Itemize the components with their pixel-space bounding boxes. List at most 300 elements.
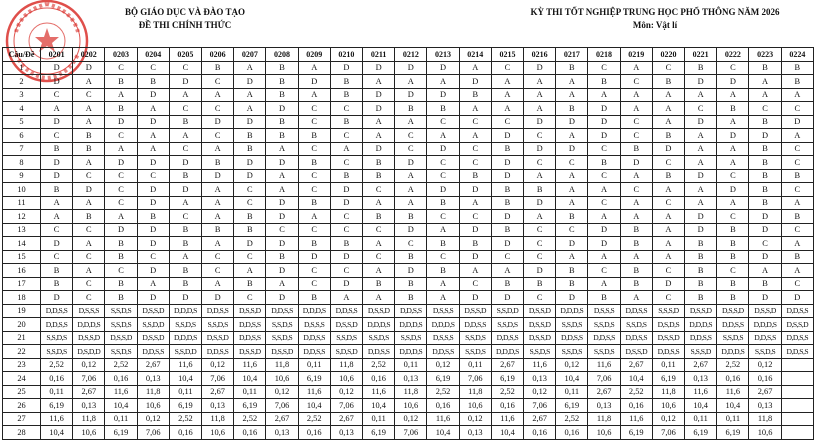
answer-cell: B bbox=[427, 237, 459, 251]
answer-cell: D,D,S,S bbox=[234, 318, 266, 332]
answer-cell: C bbox=[652, 156, 684, 170]
answer-cell: C bbox=[749, 102, 781, 116]
answer-cell: C bbox=[169, 61, 201, 75]
answer-cell: C bbox=[330, 102, 362, 116]
answer-cell: 6,19 bbox=[169, 399, 201, 413]
answer-cell: B bbox=[298, 156, 330, 170]
answer-cell: D,D,S,S bbox=[395, 304, 427, 318]
answer-cell: C bbox=[234, 250, 266, 264]
answer-cell: D bbox=[169, 75, 201, 89]
answer-cell: C bbox=[620, 129, 652, 143]
answer-cell: S,S,D,S bbox=[169, 318, 201, 332]
answer-cell: D bbox=[427, 142, 459, 156]
answer-cell: D bbox=[620, 156, 652, 170]
answer-cell: B bbox=[588, 291, 620, 305]
answer-cell: 10,4 bbox=[717, 399, 749, 413]
answer-cell: 2,67 bbox=[491, 358, 523, 372]
table-row bbox=[3, 183, 814, 197]
answer-cell: D,S,S,D bbox=[234, 345, 266, 359]
answer-cell: A bbox=[652, 223, 684, 237]
answer-cell: C bbox=[298, 102, 330, 116]
answer-cell: C bbox=[169, 142, 201, 156]
table-row bbox=[3, 291, 814, 305]
table-row bbox=[3, 372, 814, 386]
answer-cell: C bbox=[234, 196, 266, 210]
answer-cell: C bbox=[749, 237, 781, 251]
table-row bbox=[3, 331, 814, 345]
answer-cell: B bbox=[234, 277, 266, 291]
answer-cell: C bbox=[330, 129, 362, 143]
answer-cell: 0,16 bbox=[427, 399, 459, 413]
answer-cell: D bbox=[395, 156, 427, 170]
answer-cell: A bbox=[395, 169, 427, 183]
answer-cell: A bbox=[234, 264, 266, 278]
answer-cell: C bbox=[41, 129, 73, 143]
answer-cell: A bbox=[685, 196, 717, 210]
answer-cell: B bbox=[266, 129, 298, 143]
answer-cell: D,D,D,S bbox=[298, 304, 330, 318]
answer-cell: B bbox=[169, 264, 201, 278]
table-row bbox=[3, 318, 814, 332]
answer-cell: C bbox=[717, 61, 749, 75]
answer-cell: S,S,D,S bbox=[266, 331, 298, 345]
answer-cell: D bbox=[685, 169, 717, 183]
answer-cell: D bbox=[169, 156, 201, 170]
answer-cell: 11,8 bbox=[588, 412, 620, 426]
answer-cell: D,D,S,S bbox=[620, 304, 652, 318]
answer-cell: B bbox=[105, 291, 137, 305]
answer-cell: 0,12 bbox=[73, 358, 105, 372]
answer-cell: C bbox=[363, 250, 395, 264]
answer-cell: A bbox=[781, 88, 813, 102]
answer-cell: B bbox=[620, 237, 652, 251]
answer-cell: 6,19 bbox=[105, 426, 137, 440]
answer-cell: D bbox=[41, 237, 73, 251]
answer-cell: C bbox=[73, 88, 105, 102]
answer-cell: A bbox=[588, 277, 620, 291]
answer-cell: D bbox=[41, 291, 73, 305]
answer-cell: A bbox=[73, 115, 105, 129]
answer-cell: B bbox=[524, 277, 556, 291]
answer-cell: B bbox=[717, 223, 749, 237]
answer-cell: A bbox=[620, 61, 652, 75]
answer-cell: D bbox=[427, 183, 459, 197]
table-row bbox=[3, 61, 814, 75]
answer-cell: 11,6 bbox=[298, 385, 330, 399]
answer-cell: B bbox=[363, 277, 395, 291]
answer-cell: 0,13 bbox=[524, 372, 556, 386]
answer-cell: B bbox=[73, 210, 105, 224]
exam-code-header: 0224 bbox=[781, 48, 813, 62]
answer-cell: 10,4 bbox=[427, 426, 459, 440]
answer-cell: 0,12 bbox=[524, 385, 556, 399]
exam-code-header: 0215 bbox=[491, 48, 523, 62]
answer-cell: B bbox=[395, 291, 427, 305]
answer-cell: A bbox=[395, 115, 427, 129]
answer-cell: C bbox=[524, 129, 556, 143]
answer-cell: 10,6 bbox=[459, 399, 491, 413]
answer-cell: A bbox=[266, 183, 298, 197]
question-number: 22 bbox=[3, 345, 41, 359]
answer-cell: 11,6 bbox=[588, 358, 620, 372]
answer-cell: B bbox=[202, 223, 234, 237]
answer-cell: 11,8 bbox=[652, 385, 684, 399]
answer-cell: C bbox=[234, 183, 266, 197]
answer-cell: D bbox=[234, 169, 266, 183]
answer-cell: 0,13 bbox=[330, 426, 362, 440]
answer-cell: 0,12 bbox=[652, 412, 684, 426]
answer-cell: D bbox=[266, 102, 298, 116]
question-number: 6 bbox=[3, 129, 41, 143]
answer-cell: B bbox=[266, 61, 298, 75]
answer-cell: S,S,D,S bbox=[620, 318, 652, 332]
answer-cell: A bbox=[652, 102, 684, 116]
answer-cell: D bbox=[266, 237, 298, 251]
answer-cell: A bbox=[781, 237, 813, 251]
table-row bbox=[3, 385, 814, 399]
answer-cell: D,D,S,S bbox=[330, 304, 362, 318]
answer-cell: D bbox=[105, 115, 137, 129]
answer-cell: B bbox=[234, 142, 266, 156]
table-row bbox=[3, 156, 814, 170]
answer-cell: A bbox=[41, 210, 73, 224]
answer-cell: C bbox=[395, 129, 427, 143]
table-row bbox=[3, 412, 814, 426]
answer-cell: B bbox=[556, 264, 588, 278]
answer-cell: D,D,D,S bbox=[73, 318, 105, 332]
answer-cell: C bbox=[427, 250, 459, 264]
answer-cell: 0,16 bbox=[717, 372, 749, 386]
answer-cell: D bbox=[73, 61, 105, 75]
answer-cell: 10,4 bbox=[363, 399, 395, 413]
answer-cell: B bbox=[169, 277, 201, 291]
answer-cell: A bbox=[652, 88, 684, 102]
answer-cell: 7,06 bbox=[395, 426, 427, 440]
answer-cell: A bbox=[202, 237, 234, 251]
answer-cell: 6,19 bbox=[491, 372, 523, 386]
answer-cell: D bbox=[266, 196, 298, 210]
answer-cell: C bbox=[330, 223, 362, 237]
exam-code-header: 0208 bbox=[266, 48, 298, 62]
answer-cell: D bbox=[266, 291, 298, 305]
answer-cell: B bbox=[298, 291, 330, 305]
answer-cell: C bbox=[202, 129, 234, 143]
answer-cell: B bbox=[169, 115, 201, 129]
question-number: 25 bbox=[3, 385, 41, 399]
answer-cell: A bbox=[524, 102, 556, 116]
answer-cell: D bbox=[588, 129, 620, 143]
question-number: 23 bbox=[3, 358, 41, 372]
answer-cell: S,S,D,D bbox=[491, 304, 523, 318]
question-number: 1 bbox=[3, 61, 41, 75]
answer-cell: D bbox=[459, 291, 491, 305]
answer-cell: B bbox=[266, 75, 298, 89]
answer-cell: D bbox=[41, 169, 73, 183]
answer-cell: C bbox=[41, 88, 73, 102]
answer-cell: B bbox=[395, 210, 427, 224]
answer-cell: A bbox=[524, 88, 556, 102]
answer-cell: C bbox=[73, 291, 105, 305]
answer-cell: 7,06 bbox=[524, 399, 556, 413]
answer-cell: 6,19 bbox=[41, 399, 73, 413]
answer-cell: B bbox=[105, 102, 137, 116]
answer-cell: A bbox=[781, 129, 813, 143]
answer-cell: B bbox=[363, 156, 395, 170]
answer-cell: C bbox=[588, 142, 620, 156]
answer-cell: C bbox=[105, 264, 137, 278]
answer-cell: D bbox=[685, 75, 717, 89]
answer-cell: D,D,D,S bbox=[395, 345, 427, 359]
answer-cell: D bbox=[266, 156, 298, 170]
answer-cell: D,S,S,D bbox=[137, 304, 169, 318]
answer-cell: S,S,D,S bbox=[491, 318, 523, 332]
answer-cell: C bbox=[202, 75, 234, 89]
answer-cell: D bbox=[137, 237, 169, 251]
answer-cell: B bbox=[73, 142, 105, 156]
answer-cell: D bbox=[717, 75, 749, 89]
answer-cell: A bbox=[749, 75, 781, 89]
answer-cell: 7,06 bbox=[137, 426, 169, 440]
answer-cell: A bbox=[459, 61, 491, 75]
answer-cell: 0,16 bbox=[169, 426, 201, 440]
answer-cell: C bbox=[524, 237, 556, 251]
answer-cell: D bbox=[491, 156, 523, 170]
table-row bbox=[3, 237, 814, 251]
question-number: 7 bbox=[3, 142, 41, 156]
answer-cell bbox=[781, 399, 813, 413]
answer-cell: 0,13 bbox=[266, 426, 298, 440]
answer-cell: 10,6 bbox=[588, 426, 620, 440]
answer-cell: B bbox=[491, 223, 523, 237]
table-row bbox=[3, 75, 814, 89]
answer-cell: D,S,D,S bbox=[652, 318, 684, 332]
answer-cell: A bbox=[363, 115, 395, 129]
answer-cell: A bbox=[620, 196, 652, 210]
answer-cell: 0,16 bbox=[105, 372, 137, 386]
answer-cell: C bbox=[524, 250, 556, 264]
answer-cell: B bbox=[717, 102, 749, 116]
table-header-row bbox=[3, 48, 814, 62]
answer-cell: D,D,S,S bbox=[652, 345, 684, 359]
question-number: 14 bbox=[3, 237, 41, 251]
question-number: 12 bbox=[3, 210, 41, 224]
answer-cell: A bbox=[588, 183, 620, 197]
answer-cell: C bbox=[781, 183, 813, 197]
answer-cell: B bbox=[41, 277, 73, 291]
exam-code-header: 0201 bbox=[41, 48, 73, 62]
answer-cell: D bbox=[459, 223, 491, 237]
exam-code-header: 0203 bbox=[105, 48, 137, 62]
answer-cell: B bbox=[459, 169, 491, 183]
answer-cell: 2,52 bbox=[491, 385, 523, 399]
answer-cell: D bbox=[556, 237, 588, 251]
answer-cell: 10,4 bbox=[169, 372, 201, 386]
answer-cell: A bbox=[202, 88, 234, 102]
answer-cell: 0,11 bbox=[105, 412, 137, 426]
table-row bbox=[3, 115, 814, 129]
answer-cell: B bbox=[652, 129, 684, 143]
question-number: 26 bbox=[3, 399, 41, 413]
answer-cell: A bbox=[41, 102, 73, 116]
table-row bbox=[3, 142, 814, 156]
answer-cell: 0,16 bbox=[41, 372, 73, 386]
answer-cell: D bbox=[524, 61, 556, 75]
answer-cell: A bbox=[363, 264, 395, 278]
answer-cell: B bbox=[620, 264, 652, 278]
answer-cell: A bbox=[298, 88, 330, 102]
answer-cell: S,S,D,S bbox=[202, 318, 234, 332]
answer-cell: B bbox=[105, 277, 137, 291]
answer-cell: D bbox=[781, 115, 813, 129]
answer-cell: 10,4 bbox=[105, 399, 137, 413]
answer-cell: D,D,D,S bbox=[749, 318, 781, 332]
answer-cell: B bbox=[685, 250, 717, 264]
answer-cell: D bbox=[491, 291, 523, 305]
answer-cell: D bbox=[685, 115, 717, 129]
question-number: 21 bbox=[3, 331, 41, 345]
answer-cell: S,S,D,S bbox=[717, 331, 749, 345]
answer-cell: B bbox=[298, 129, 330, 143]
answer-cell: 2,67 bbox=[202, 385, 234, 399]
answer-cell: 10,6 bbox=[73, 426, 105, 440]
answer-cell: 6,19 bbox=[620, 426, 652, 440]
answer-cell: B bbox=[234, 210, 266, 224]
answer-cell: S,D,S,D bbox=[330, 345, 362, 359]
answer-cell: D,D,S,S bbox=[781, 331, 813, 345]
answer-cell: C bbox=[363, 223, 395, 237]
answer-cell: A bbox=[363, 237, 395, 251]
answer-cell: 0,12 bbox=[556, 358, 588, 372]
answer-cell: 11,6 bbox=[363, 385, 395, 399]
table-row bbox=[3, 345, 814, 359]
answer-cell: D,D,S,S bbox=[137, 345, 169, 359]
answer-cell: C bbox=[620, 75, 652, 89]
answer-cell: A bbox=[202, 210, 234, 224]
answer-cell: A bbox=[620, 102, 652, 116]
answer-cell: B bbox=[427, 196, 459, 210]
answer-cell: C bbox=[427, 169, 459, 183]
answer-cell: D bbox=[363, 88, 395, 102]
answer-cell: D,D,D,S bbox=[363, 318, 395, 332]
answer-cell: C bbox=[298, 183, 330, 197]
exam-code-header: 0206 bbox=[202, 48, 234, 62]
answer-cell: 2,52 bbox=[298, 412, 330, 426]
answer-cell: S,S,D,S bbox=[105, 318, 137, 332]
answer-cell: A bbox=[717, 88, 749, 102]
answer-cell: 10,6 bbox=[749, 426, 781, 440]
answer-cell: B bbox=[781, 210, 813, 224]
answer-cell: B bbox=[41, 264, 73, 278]
answer-cell: D,S,S,D bbox=[524, 331, 556, 345]
answer-cell: D,D,S,S bbox=[556, 331, 588, 345]
answer-cell: A bbox=[588, 88, 620, 102]
answer-cell: D,D,S,S bbox=[620, 331, 652, 345]
answer-cell: B bbox=[652, 169, 684, 183]
question-number: 5 bbox=[3, 115, 41, 129]
answer-cell: C bbox=[781, 277, 813, 291]
corner-header: Câu/Đề bbox=[3, 48, 41, 62]
answer-cell: D,S,S,D bbox=[652, 331, 684, 345]
table-row bbox=[3, 102, 814, 116]
answer-cell bbox=[781, 412, 813, 426]
answer-cell: B bbox=[137, 75, 169, 89]
exam-code-header: 0207 bbox=[234, 48, 266, 62]
answer-cell: 0,13 bbox=[459, 426, 491, 440]
answer-cell: C bbox=[137, 61, 169, 75]
answer-cell: 2,52 bbox=[620, 385, 652, 399]
answer-cell: C bbox=[459, 156, 491, 170]
answer-cell: C bbox=[427, 210, 459, 224]
answer-cell: D,D,S,S bbox=[685, 331, 717, 345]
answer-cell: D bbox=[234, 156, 266, 170]
answer-cell: D,D,S,S bbox=[781, 345, 813, 359]
answer-cell: A bbox=[395, 183, 427, 197]
answer-cell: C bbox=[395, 237, 427, 251]
answer-cell: C bbox=[588, 264, 620, 278]
answer-cell: A bbox=[427, 291, 459, 305]
answer-cell: C bbox=[524, 223, 556, 237]
answer-cell: A bbox=[685, 142, 717, 156]
answer-cell: A bbox=[73, 196, 105, 210]
answer-cell: D bbox=[588, 237, 620, 251]
answer-cell: D,D,S,S bbox=[717, 318, 749, 332]
answer-cell: A bbox=[330, 291, 362, 305]
answer-cell: D bbox=[202, 115, 234, 129]
answer-cell: B bbox=[266, 115, 298, 129]
answer-cell: S,S,S,D bbox=[685, 345, 717, 359]
answer-cell: 2,52 bbox=[363, 358, 395, 372]
answer-cell: A bbox=[363, 75, 395, 89]
answer-cell: B bbox=[749, 277, 781, 291]
answer-cell: B bbox=[620, 277, 652, 291]
answer-cell: D,S,S,S bbox=[73, 304, 105, 318]
answer-cell: B bbox=[395, 102, 427, 116]
answer-cell: A bbox=[202, 277, 234, 291]
answer-cell: 6,19 bbox=[717, 426, 749, 440]
answer-cell: B bbox=[588, 156, 620, 170]
answer-cell: C bbox=[73, 169, 105, 183]
answer-cell: B bbox=[524, 183, 556, 197]
answer-cell: B bbox=[298, 196, 330, 210]
answer-cell: S,S,D,S bbox=[749, 345, 781, 359]
answer-cell: B bbox=[749, 183, 781, 197]
answer-cell: C bbox=[491, 61, 523, 75]
answer-cell: C bbox=[298, 264, 330, 278]
answer-cell: B bbox=[169, 237, 201, 251]
answer-cell: D bbox=[395, 264, 427, 278]
answer-cell: D bbox=[556, 142, 588, 156]
answer-cell: 10,4 bbox=[41, 426, 73, 440]
answer-cell: D bbox=[524, 115, 556, 129]
answer-cell bbox=[781, 426, 813, 440]
answer-cell: C bbox=[137, 250, 169, 264]
answer-cell: 6,19 bbox=[685, 426, 717, 440]
answer-cell: D bbox=[524, 264, 556, 278]
answer-cell: C bbox=[491, 115, 523, 129]
answer-cell: B bbox=[556, 277, 588, 291]
table-row bbox=[3, 264, 814, 278]
answer-cell: S,S,D,S bbox=[330, 331, 362, 345]
answer-cell: B bbox=[781, 75, 813, 89]
answer-cell: 2,67 bbox=[588, 385, 620, 399]
exam-code-header: 0211 bbox=[363, 48, 395, 62]
answer-cell: A bbox=[781, 264, 813, 278]
exam-code-header: 0204 bbox=[137, 48, 169, 62]
answer-cell: 0,16 bbox=[749, 372, 781, 386]
answer-cell: 10,6 bbox=[395, 399, 427, 413]
answer-cell: D,S,S,D bbox=[524, 304, 556, 318]
answer-cell: 6,19 bbox=[556, 399, 588, 413]
